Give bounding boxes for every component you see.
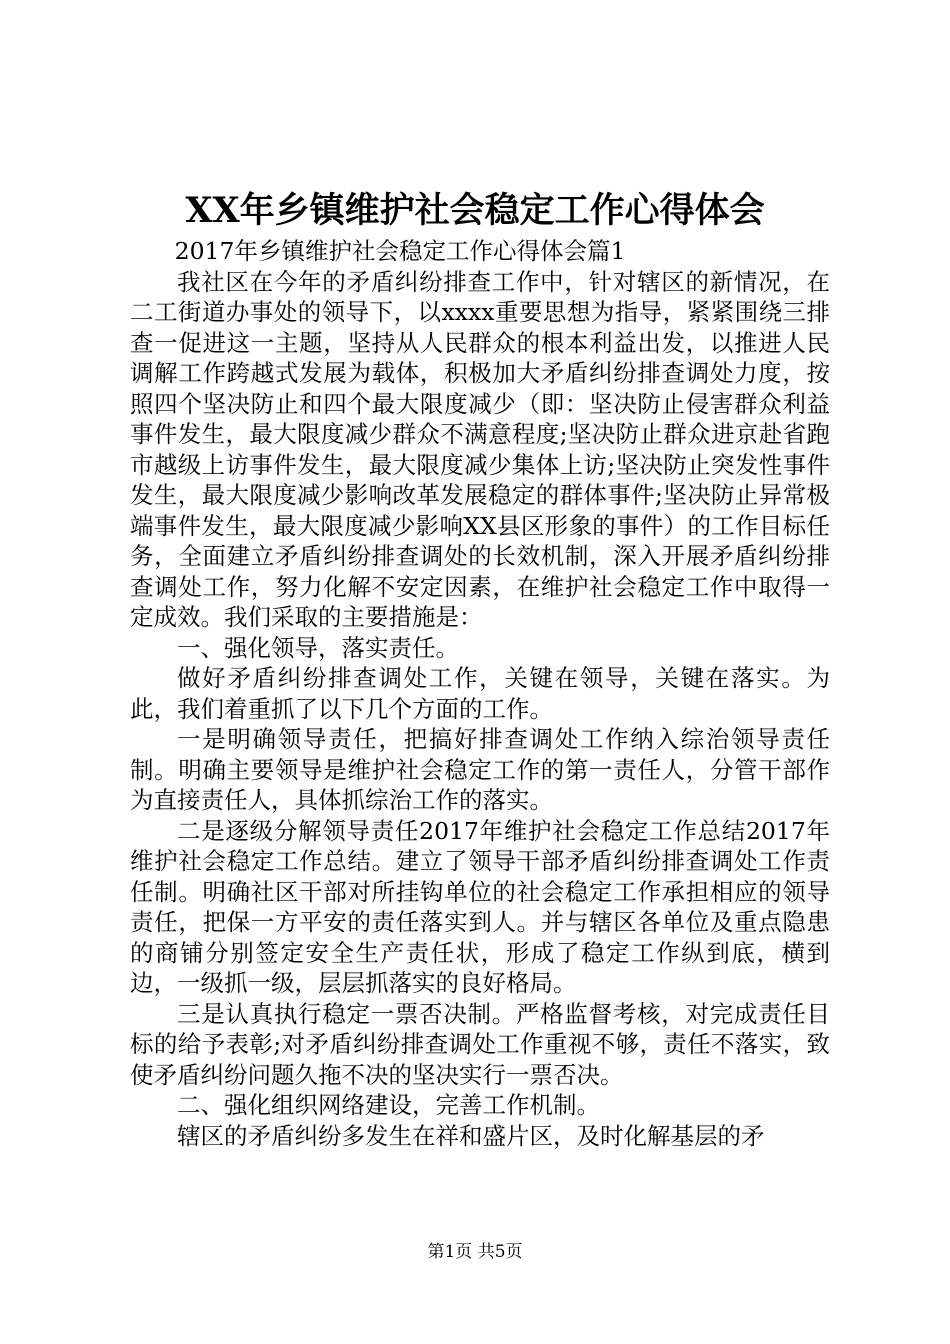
- section-heading-1: 一、强化领导，落实责任。: [177, 633, 459, 662]
- section-heading-2: 二、强化组织网络建设，完善工作机制。: [177, 1091, 600, 1119]
- paragraph: 一是明确领导责任，把搞好排查调处工作纳入综治领导责任制。明确主要领导是维护社会稳定工作的第一责任人，分管干部作为直接责任人，具体抓综治工作的落实。: [130, 725, 830, 814]
- page-number-footer: 第1页 共5页: [427, 1242, 523, 1262]
- paragraph-intro: 我社区在今年的矛盾纠纷排查工作中，针对辖区的新情况，在二工街道办事处的领导下，以xxxx重要思想为指导，紧紧围绕三排查一促进这一主题，坚持从人民群众的根本利益出发，以推进人民调解工作跨越式发展为载体，积极加大矛盾纠纷排查调处力度，按照四个坚决防止和四个最大限度减少（即：坚决防止侵害群众利益事件发生，最大限度减少群众不满意程度;坚决防止群众进京赴省跑市越级上访事件发生，最大限度减少集体上访;坚决防止突发性事件发生，最大限度减少影响改革发展稳定的群体事件;坚决防止异常极端事件发生，最大限度减少影响XX县区形象的事件）的工作目标任务，全面建立矛盾纠纷排查调处的长效机制，深入开展矛盾纠纷排查调处工作，努力化解不安定因素，在维护社会稳定工作中取得一定成效。我们采取的主要措施是：: [130, 267, 830, 631]
- paragraph: 三是认真执行稳定一票否决制。严格监督考核，对完成责任目标的给予表彰;对矛盾纠纷排查调处工作重视不够，责任不落实，致使矛盾纠纷问题久拖不决的坚决实行一票否决。: [130, 999, 830, 1089]
- document-title: XX年乡镇维护社会稳定工作心得体会: [185, 190, 765, 231]
- paragraph: 辖区的矛盾纠纷多发生在祥和盛片区，及时化解基层的矛: [177, 1121, 765, 1150]
- document-body: [130, 236, 830, 1151]
- paragraph: 做好矛盾纠纷排查调处工作，关键在领导，关键在落实。为此，我们着重抓了以下几个方面的工作。: [130, 664, 830, 723]
- document-subtitle: 2017年乡镇维护社会稳定工作心得体会篇1: [174, 237, 626, 265]
- paragraph: 二是逐级分解领导责任2017年维护社会稳定工作总结2017年维护社会稳定工作总结。建立了领导干部矛盾纠纷排查调处工作责任制。明确社区干部对所挂钩单位的社会稳定工作承担相应的领导责任，把保一方平安的责任落实到人。并与辖区各单位及重点隐患的商铺分别签定安全生产责任状，形成了稳定工作纵到底，横到边，一级抓一级，层层抓落实的良好格局。: [130, 816, 830, 997]
